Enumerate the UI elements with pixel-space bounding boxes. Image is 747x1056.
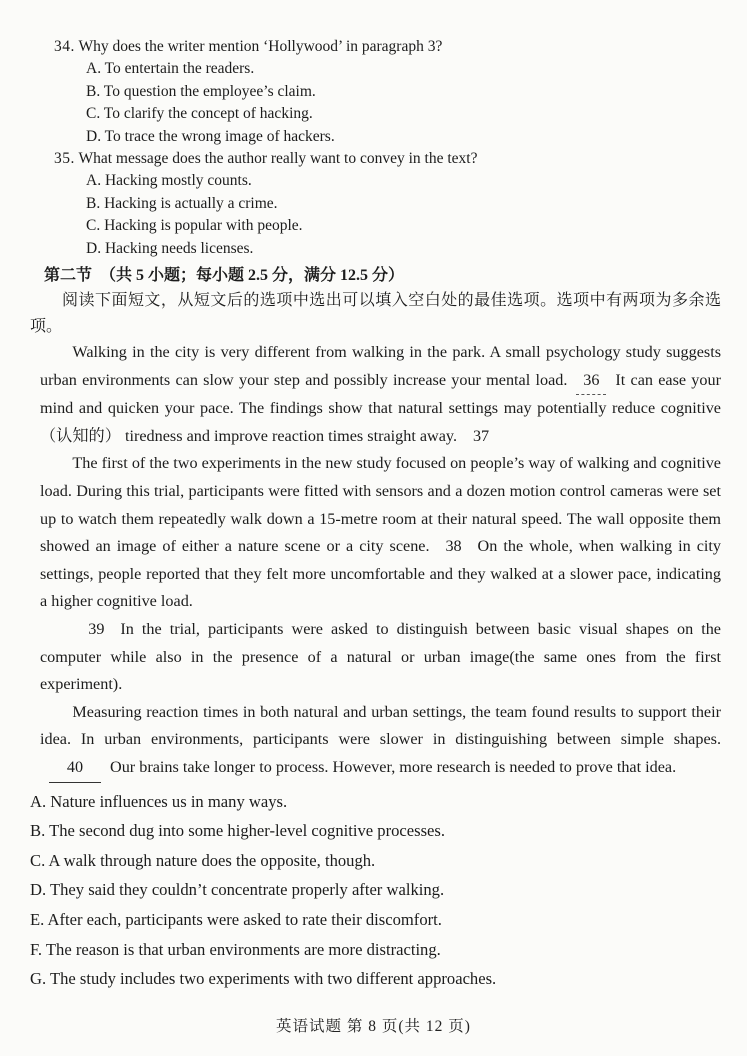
passage-text: Our brains take longer to process. However, more research is needed to prove that idea. (110, 757, 677, 776)
choice-f: F. The reason is that urban environments are more distracting. (30, 939, 441, 959)
passage-text: In the trial, participants were asked to distinguish between basic visual shapes on the computer while also in the presence of a natural or urban image(the same ones from the first experiment). (40, 620, 721, 694)
choice-b: B. The second dug into some higher-level cognitive processes. (30, 821, 446, 841)
passage-paragraph-1 (40, 339, 721, 450)
choices-list (30, 787, 721, 994)
question-34-options (30, 58, 721, 148)
option-34-d: D. To trace the wrong image of hackers. (86, 127, 335, 145)
passage-text: Measuring reaction times in both natural and urban settings, the team found results to support their idea. In urban environments, participants were slower in distinguishing between simple shapes. (40, 702, 721, 749)
option-34-b: B. To question the employee’s claim. (86, 82, 316, 100)
question-34 (30, 36, 721, 148)
passage-text: It can ease your mind and quicken your pace. The findings show that natural settings may potentially reduce cognitive（认知的） tiredness and improve reaction times straight away. (40, 370, 721, 445)
blank-40: 40 (49, 754, 101, 783)
question-number: 34. (54, 38, 75, 55)
blank-37: 37 (472, 426, 490, 445)
blank-38: 38 (445, 537, 462, 556)
option-35-d: D. Hacking needs licenses. (86, 239, 254, 257)
option-35-c: C. Hacking is popular with people. (86, 217, 303, 235)
option-34-a: A. To entertain the readers. (86, 60, 255, 78)
option-35-a: A. Hacking mostly counts. (86, 172, 252, 190)
question-35-head (30, 148, 721, 170)
passage-paragraph-2 (40, 450, 721, 616)
passage-paragraph-3 (40, 616, 721, 699)
choice-c: C. A walk through nature does the opposite, though. (30, 850, 376, 870)
passage-text: The first of the two experiments in the new study focused on people’s way of walking and cognitive load. During this trial, participants were fitted with sensors and a dozen motion control cameras were set up to watch them repeatedly walk down a 15-metre room at their natural speed. The wall opposite them showed an image of either a nature scene or a city scene. (40, 454, 721, 556)
choice-d: D. They said they couldn’t concentrate properly after walking. (30, 880, 445, 900)
question-number: 35. (54, 150, 75, 168)
question-35 (30, 148, 721, 260)
option-35-b: B. Hacking is actually a crime. (86, 194, 278, 212)
passage-paragraph-4 (40, 699, 721, 783)
option-34-c: C. To clarify the concept of hacking. (86, 105, 313, 123)
section-title: 第二节 (44, 267, 93, 285)
passage-text: Walking in the city is very different from walking in the park. A small psychology study suggests urban environments can slow your step and possibly increase your mental load. (40, 343, 721, 389)
blank-36: 36 (576, 367, 606, 396)
cloze-passage (30, 339, 721, 783)
choice-e: E. After each, participants were asked to rate their discomfort. (30, 909, 442, 929)
blank-39: 39 (88, 620, 105, 638)
choice-a: A. Nature influences us in many ways. (30, 791, 288, 811)
question-text: Why does the writer mention ‘Hollywood’ in paragraph 3? (78, 38, 443, 55)
question-34-head (30, 36, 721, 58)
choice-g: G. The study includes two experiments with two different approaches. (30, 969, 497, 989)
section-meta: （共 5 小题；每小题 2.5 分，满分 12.5 分） (108, 267, 405, 285)
section-header (30, 263, 721, 288)
section-instructions: 阅读下面短文，从短文后的选项中选出可以填入空白处的最佳选项。选项中有两项为多余选项。 (30, 292, 721, 335)
passage-text: On the whole, when walking in city settings, people reported that they felt more uncomfortable and they walked at a slower pace, indicating a higher cognitive load. (40, 537, 721, 611)
question-text: What message does the author really want to convey in the text? (78, 150, 478, 168)
question-35-options (30, 170, 721, 260)
page-footer: 英语试题 第 8 页(共 12 页) (276, 1018, 471, 1035)
